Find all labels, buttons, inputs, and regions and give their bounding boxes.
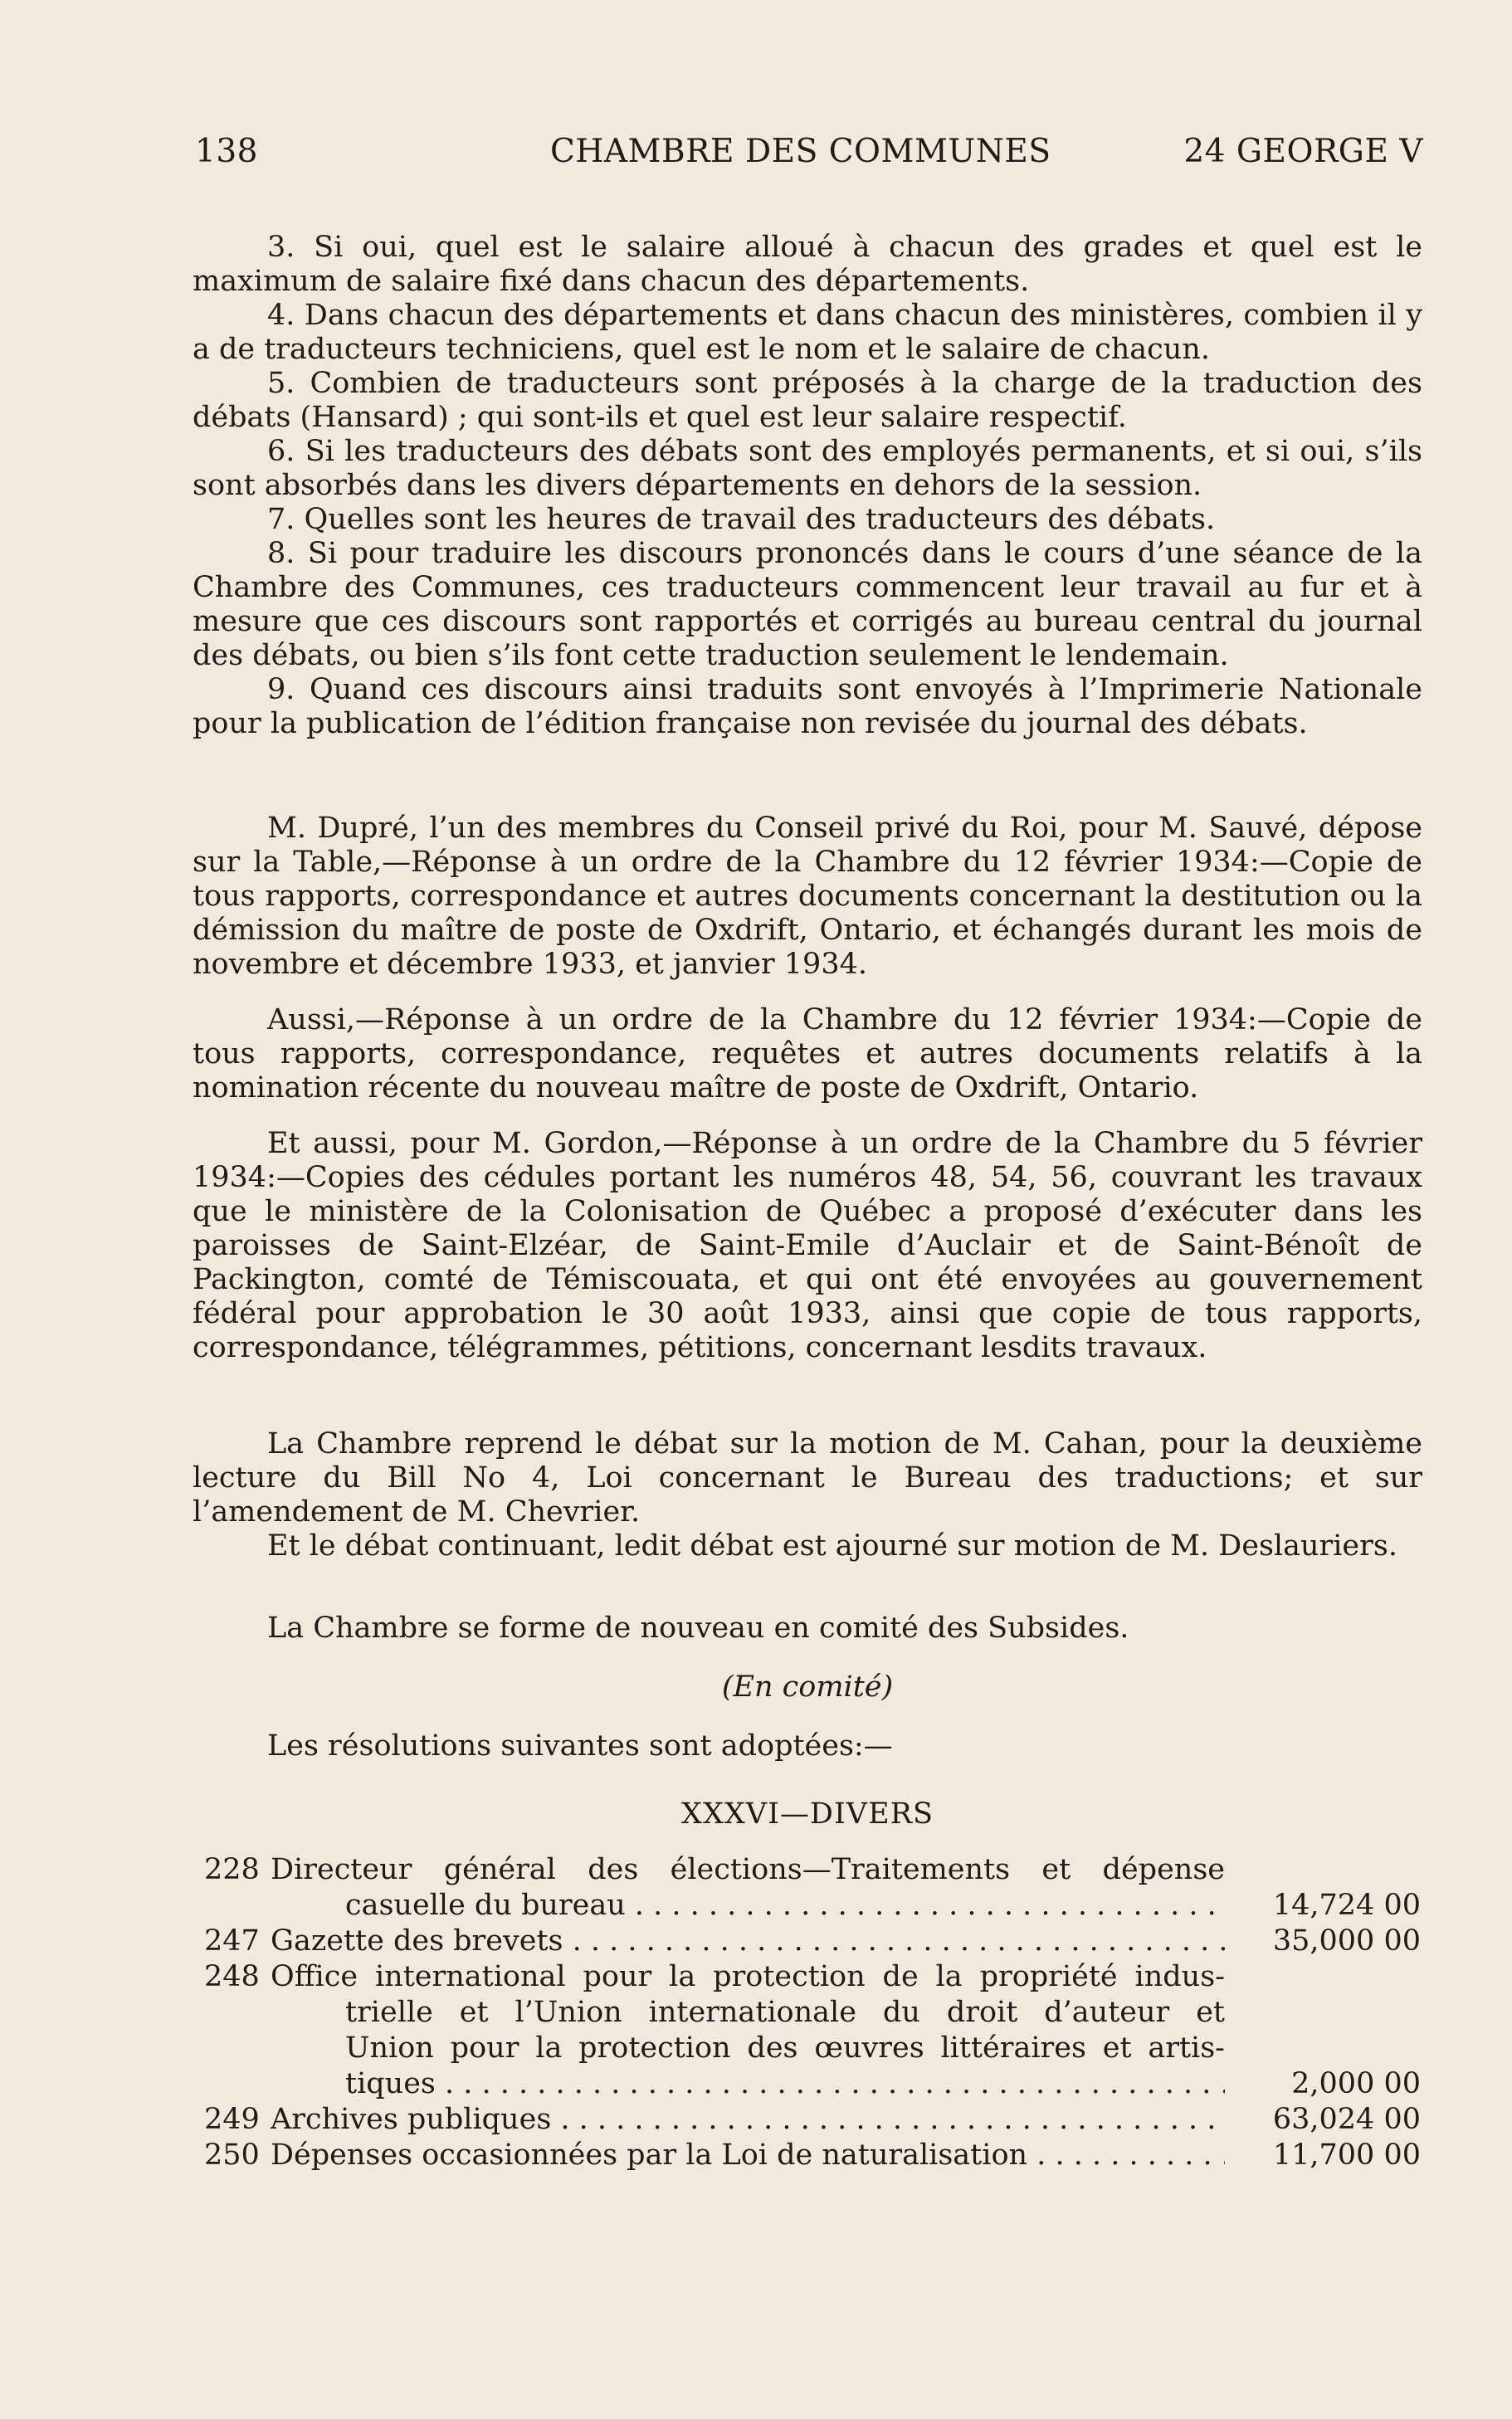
- question-paragraph: 5. Combien de traducteurs sont préposés à la charge de la traduction des débats (Hansard) ; qui sont-ils et quel est leur salaire respectif.: [193, 367, 1422, 434]
- question-list: [193, 231, 1422, 741]
- debate-paragraph: La Chambre reprend le débat sur la motion de M. Cahan, pour la deuxième lecture du Bill No 4, Loi concernant le Bureau des traductions; et sur l’amendement de M. Chevrier.: [193, 1427, 1422, 1529]
- item-description: [271, 1959, 1225, 2102]
- item-amount: 63,024 00: [1272, 2103, 1421, 2136]
- section-title: XXXVI—DIVERS: [681, 1797, 934, 1831]
- document-paragraph: Et aussi, pour M. Gordon,—Réponse à un ordre de la Chambre du 5 février 1934:—Copies des cédules portant les numéros 48, 54, 56, couvrant les travaux que le ministère de la Colonisation de Québec a proposé d’exécuter dans les paroisses de Saint-Elzéar, de Saint-Emile d’Auclair et de Saint-Bénoît de Packington, comté de Témiscouata, et qui ont été envoyées au gouvernement fédéral pour approbation le 30 août 1933, ainsi que copie de tous rapports, correspondance, télégrammes, pétitions, concernant lesdits travaux.: [193, 1127, 1422, 1364]
- item-description-line: Gazette des brevets . . .: [271, 1924, 1225, 1959]
- item-description-line: Office international pour la protection de la propriété indus-: [271, 1960, 1225, 1993]
- item-number: 228: [204, 1853, 260, 1886]
- question-paragraph: 9. Quand ces discours ainsi traduits sont envoyés à l’Imprimerie Nationale pour la publication de l’édition française non revisée du journal des débats.: [193, 673, 1422, 740]
- estimates-list: [204, 1852, 1421, 2173]
- dot-leader: [436, 2067, 1225, 2100]
- item-description-line: Archives publiques . . .: [271, 2102, 1225, 2138]
- estimate-row: [204, 1852, 1421, 1924]
- item-description-line: tiques . . .: [271, 2066, 1225, 2102]
- item-description: [271, 2102, 1225, 2138]
- dot-leader: [551, 2103, 1225, 2136]
- item-amount: 14,724 00: [1272, 1889, 1421, 1922]
- item-number: 247: [204, 1924, 260, 1958]
- document-paragraph: Aussi,—Réponse à un ordre de la Chambre du 12 février 1934:—Copie de tous rapports, correspondance, requêtes et autres documents relatifs à la nomination récente du nouveau maître de poste de Oxdrift, Ontario.: [193, 1003, 1422, 1105]
- running-reign: 24 GEORGE V: [1183, 133, 1423, 170]
- item-amount: 35,000 00: [1272, 1924, 1421, 1958]
- dot-leader: [563, 1924, 1225, 1958]
- resolutions-intro: Les résolutions suivantes sont adoptées:—: [267, 1729, 893, 1763]
- dot-leader: [1027, 2139, 1225, 2172]
- item-number: 249: [204, 2103, 260, 2136]
- estimate-row: [204, 2138, 1421, 2173]
- item-description-line: trielle et l’Union internationale du droit d’auteur et: [345, 1996, 1225, 2029]
- dot-leader: [626, 1889, 1225, 1922]
- item-number: 250: [204, 2139, 260, 2172]
- item-description-line: casuelle du bureau . . .: [271, 1888, 1225, 1924]
- estimate-row: [204, 1959, 1421, 2102]
- running-title: CHAMBRE DES COMMUNES: [550, 133, 1051, 170]
- debate-section: [193, 1427, 1422, 1563]
- documents-tabled: [193, 812, 1422, 1365]
- committee-intro: La Chambre se forme de nouveau en comité des Subsides.: [267, 1612, 1129, 1645]
- item-description: [271, 2138, 1225, 2173]
- debate-paragraph: Et le débat continuant, ledit débat est ajourné sur motion de M. Deslauriers.: [267, 1529, 1397, 1563]
- item-amount: 11,700 00: [1272, 2139, 1421, 2172]
- question-paragraph: 3. Si oui, quel est le salaire alloué à chacun des grades et quel est le maximum de salaire fixé dans chacun des départements.: [193, 231, 1422, 298]
- item-description: [271, 1852, 1225, 1924]
- item-description-line: Union pour la protection des œuvres littéraires et artis-: [345, 2031, 1225, 2065]
- estimate-row: [204, 1924, 1421, 1959]
- item-description: [271, 1924, 1225, 1959]
- question-paragraph: 6. Si les traducteurs des débats sont des employés permanents, et si oui, s’ils sont absorbés dans les divers départements en dehors de la session.: [193, 435, 1422, 502]
- estimate-row: [204, 2102, 1421, 2138]
- committee-heading: (En comité): [721, 1670, 894, 1704]
- page-number: 138: [195, 133, 258, 170]
- item-description-line: Directeur général des élections—Traitements et dépense: [271, 1853, 1225, 1886]
- question-paragraph: 7. Quelles sont les heures de travail des traducteurs des débats.: [267, 503, 1216, 536]
- question-paragraph: 4. Dans chacun des départements et dans chacun des ministères, combien il y a de traducteurs techniciens, quel est le nom et le salaire de chacun.: [193, 299, 1422, 366]
- question-paragraph: 8. Si pour traduire les discours prononcés dans le cours d’une séance de la Chambre des Communes, ces traducteurs commencent leur travail au fur et à mesure que ces discours sont rapportés et corrigés au bureau central du journal des débats, ou bien s’ils font cette traduction seulement le lendemain.: [193, 537, 1422, 672]
- item-number: 248: [204, 1960, 260, 1993]
- document-paragraph: M. Dupré, l’un des membres du Conseil privé du Roi, pour M. Sauvé, dépose sur la Table,—Réponse à un ordre de la Chambre du 12 février 1934:—Copie de tous rapports, correspondance et autres documents concernant la destitution ou la démission du maître de poste de Oxdrift, Ontario, et échangés durant les mois de novembre et décembre 1933, et janvier 1934.: [193, 812, 1422, 981]
- item-amount: 2,000 00: [1291, 2067, 1421, 2100]
- committee-section: [193, 1612, 1422, 1788]
- page-header: [195, 133, 1423, 183]
- item-description-line: Dépenses occasionnées par la Loi de naturalisation . . .: [271, 2138, 1225, 2173]
